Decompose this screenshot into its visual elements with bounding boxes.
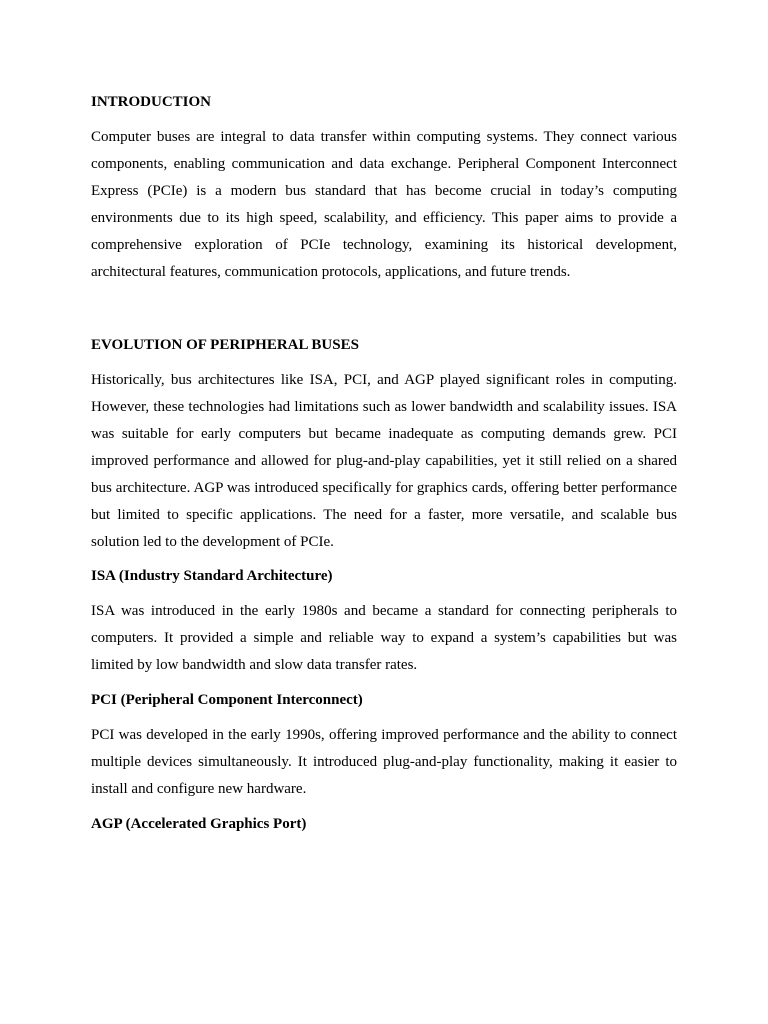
pci-subheading: PCI (Peripheral Component Interconnect)	[91, 692, 363, 708]
evolution-paragraph: Historically, bus architectures like ISA, PCI, and AGP played significant roles in computing. However, these technologies had limitations such as lower bandwidth and scalability issues. ISA was suitable for early computers but became inadequate as computing demands grew. PCI improved performance and allowed for plug-and-play capabilities, yet it still relied on a shared bus architecture. AGP was introduced specifically for graphics cards, offering better performance but limited to specific applications. The need for a faster, more versatile, and scalable bus solution led to the development of PCIe.	[91, 372, 677, 550]
document-page	[91, 91, 677, 835]
introduction-paragraph: Computer buses are integral to data transfer within computing systems. They connect various components, enabling communication and data exchange. Peripheral Component Interconnect Express (PCIe) is a modern bus standard that has become crucial in today’s computing environments due to its high speed, scalability, and efficiency. This paper aims to provide a comprehensive exploration of PCIe technology, examining its historical development, architectural features, communication protocols, applications, and future trends.	[91, 129, 677, 280]
isa-subheading: ISA (Industry Standard Architecture)	[91, 568, 333, 584]
evolution-heading: EVOLUTION OF PERIPHERAL BUSES	[91, 337, 359, 353]
introduction-heading: INTRODUCTION	[91, 94, 212, 110]
pci-paragraph: PCI was developed in the early 1990s, offering improved performance and the ability to connect multiple devices simultaneously. It introduced plug-and-play functionality, making it easier to install and configure new hardware.	[91, 727, 677, 797]
agp-subheading: AGP (Accelerated Graphics Port)	[91, 816, 307, 832]
isa-paragraph: ISA was introduced in the early 1980s and became a standard for connecting peripherals to computers. It provided a simple and reliable way to expand a system’s capabilities but was limited by low bandwidth and slow data transfer rates.	[91, 603, 677, 673]
